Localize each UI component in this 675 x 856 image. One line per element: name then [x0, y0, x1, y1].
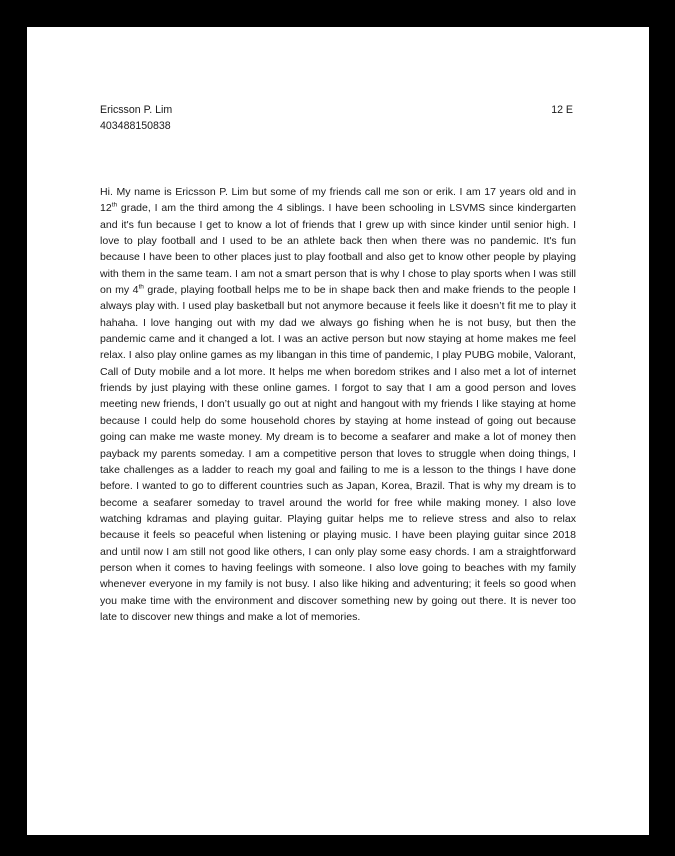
student-info: [100, 102, 172, 134]
essay-paragraph: [100, 184, 576, 625]
ordinal-suffix-2: th: [138, 283, 144, 291]
grade-section: 12 E: [551, 104, 573, 116]
document-page: [27, 27, 649, 835]
student-name: Ericsson P. Lim: [100, 104, 173, 116]
essay-text-2: grade, I am the third among the 4 siblings. I have been schooling in LSVMS since kindergarten and it's fun because I get to know a lot of friends that I grew up with since kinder until senior high. I love to play football and I used to be an athlete back then when there was no pandemic. It's fun because I have been to other places just to play football and also get to know other people by playing with them in the same team. I am not a smart person that is why I chose to play sports when I was still on my 4: [100, 202, 576, 297]
student-id: 403488150838: [100, 120, 171, 132]
ordinal-suffix-1: th: [111, 201, 118, 209]
essay-text-1: Hi. My name is Ericsson P. Lim but some of my friends call me son or erik. I am 17 years old and in 12: [100, 186, 576, 215]
essay-text-3: grade, playing football helps me to be in shape back then and make friends to the people I always play with. I used play basketball but not anymore because it feels like it doesn’t fit me to play it hahaha. I love hanging out with my dad we always go fishing when he is not busy, but then the pandemic came and it changed a lot. I was an active person but now staying at home makes me feel relax. I also play online games as my libangan in this time of pandemic, I play PUBG mobile, Valorant, Call of Duty mobile and a lot more. It helps me when boredom strikes and I also met a lot of internet friends by just playing with these online games. I forgot to say that I am a good person and loves meeting new friends, I don’t usually go out at night and hangout with my friends I like staying at home because I could help do some household chores by staying at home instead of going out because going can make me waste money. My dream is to become a seafarer and make a lot of money then payback my parents someday. I am a competitive person that loves to struggle when doing things, I take challenges as a ladder to reach my goal and failing to me is a lesson to the things I have done before. I wanted to go to different countries such as Japan, Korea, Brazil. That is why my dream is to become a seafarer someday to travel around the world for free while making money. I also love watching kdramas and playing guitar. Playing guitar helps me to relieve stress and also to relax because it feels so peaceful when listening or playing music. I have been playing guitar since 2018 and until now I am still not good like others, I can only play some easy chords. I am a straightforward person when it comes to having feelings with someone. I also love going to beaches with my family whenever everyone in my family is not busy. I also like hiking and adventuring; it feels so good when you make time with the environment and discover something new by going out there. It is never too late to discover new things and make a lot of memories.: [100, 284, 576, 623]
